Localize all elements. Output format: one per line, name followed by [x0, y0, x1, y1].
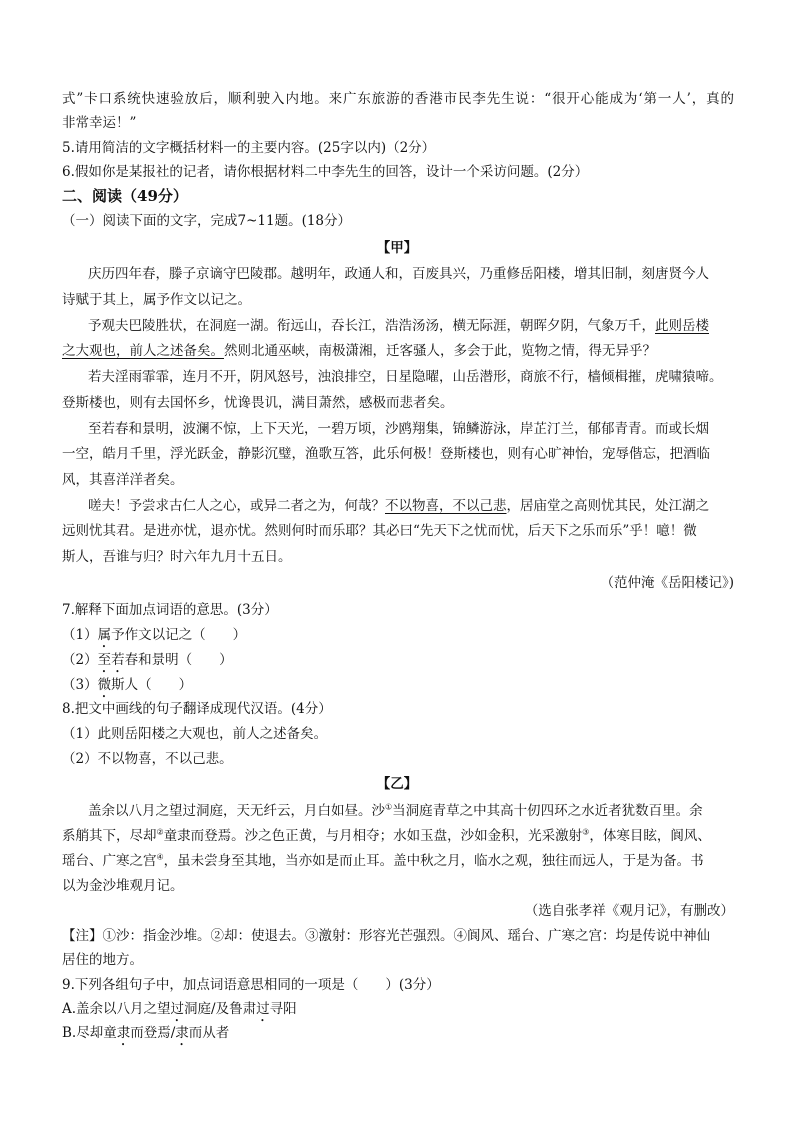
text-line: 非常幸运！” — [62, 115, 137, 131]
dotted-word: 属 — [97, 627, 112, 643]
question-5: 5.请用简洁的文字概括材料一的主要内容。(25字以内)（2分） — [62, 140, 436, 156]
item-number: （3） — [62, 677, 98, 693]
underlined-sentence: 不以物喜，不以己悲 — [385, 498, 507, 514]
plain-text: 予观夫巴陵胜状，在洞庭一湖。衔远山，吞长江，浩浩汤汤，横无际涯，朝晖夕阴，气象万千， — [88, 318, 655, 334]
plain-text: 嗟夫！予尝求古仁人之心，或异二者之为，何哉？ — [88, 498, 385, 514]
option-text: 寻阳 — [269, 1001, 297, 1017]
passage-line — [88, 800, 703, 822]
footnote-marker: ④ — [156, 852, 164, 862]
item-text: 予作文以记之（ ） — [111, 627, 247, 643]
question-6: 6.假如你是某报社的记者，请你根据材料二中李先生的回答，设计一个采访问题。(2分） — [62, 164, 589, 180]
question-7-item — [62, 649, 233, 676]
passage-line: 若夫淫雨霏霏，连月不开，阴风怒号，浊浪排空，日星隐曜，山岳潜形，商旅不行，樯倾楫摧，虎啸猿啼。 — [88, 369, 723, 385]
dotted-word: 过 — [256, 1001, 270, 1017]
plain-text: ，居庙堂之高则忧其民，处江湖之 — [506, 498, 709, 514]
passage-line: 一空，皓月千里，浮光跃金，静影沉璧，渔歌互答，此乐何极！登斯楼也，则有心旷神怡，宠辱偕忘，把酒临 — [62, 446, 710, 462]
item-number: （1） — [62, 627, 98, 643]
plain-text: 童隶而登焉。沙之色正黄，与月相夺；水如玉盘，沙如金积，光采激射 — [163, 828, 583, 844]
option-text: 洞庭/及鲁肃 — [184, 1001, 257, 1017]
passage-line: 登斯楼也，则有去国怀乡，忧谗畏讥，满目萧然，感极而悲者矣。 — [62, 395, 454, 411]
question-7-item — [62, 674, 192, 701]
item-text: 斯人（ ） — [111, 677, 193, 693]
underlined-sentence: 此则岳楼 — [655, 318, 709, 334]
passage-line — [88, 495, 709, 517]
passage-line: 诗赋于其上，属予作文以记之。 — [62, 292, 251, 308]
passage-source: （范仲淹《岳阳楼记》) — [600, 575, 734, 591]
passage-line: 斯人，吾谁与归？时六年九月十五日。 — [62, 549, 292, 565]
passage-source: （选自张孝祥《观月记》，有删改） — [524, 903, 734, 919]
question-9-option-a — [62, 998, 297, 1025]
dotted-word: 至若 — [97, 652, 125, 668]
passage-yi-title: 【乙】 — [376, 776, 418, 792]
question-8: 8.把文中画线的句子翻译成现代汉语。(4分） — [62, 701, 332, 717]
part-intro: （一）阅读下面的文字，完成7~11题。(18分） — [62, 213, 352, 229]
footnote-marker: ② — [156, 827, 164, 837]
passage-line — [62, 825, 711, 847]
plain-text: 系艄其下，尽却 — [62, 828, 157, 844]
option-text: 而从者 — [188, 1025, 230, 1041]
plain-text: ，虽未尝身至其地，当亦如是而止耳。盖中秋之月，临水之观，独往而远人，于是为备。书 — [163, 853, 704, 869]
question-7: 7.解释下面加点词语的意思。(3分） — [62, 602, 278, 618]
plain-text: 瑶台、广寒之宫 — [62, 853, 157, 869]
item-text: 春和景明（ ） — [124, 652, 233, 668]
footnote-marker: ③ — [582, 827, 590, 837]
plain-text: 盖余以八月之望过洞庭，天无纤云，月白如昼。沙 — [88, 803, 385, 819]
passage-line — [62, 850, 704, 872]
passage-line: 庆历四年春，滕子京谪守巴陵郡。越明年，政通人和，百废具兴，乃重修岳阳楼，增其旧制，刻唐贤今人 — [88, 266, 709, 282]
question-7-item — [62, 624, 246, 651]
plain-text: 当洞庭青草之中其高十仞四环之水近者犹数百里。余 — [392, 803, 703, 819]
dotted-word: 过 — [170, 1001, 185, 1017]
passage-line — [88, 315, 709, 337]
question-8-item: （1）此则岳阳楼之大观也，前人之述备矣。 — [62, 726, 328, 742]
section-heading: 二、阅读（49分） — [62, 187, 188, 205]
text-line: 式”卡口系统快速验放后，顺利驶入内地。来广东旅游的香港市民李先生说：“很开心能成为‘第一人’，真的 — [62, 91, 734, 107]
dotted-word: 隶 — [116, 1025, 131, 1041]
footnote-marker: ① — [385, 802, 393, 812]
question-8-item: （2）不以物喜，不以己悲。 — [62, 751, 233, 767]
passage-line: 风，其喜洋洋者矣。 — [62, 472, 184, 488]
dotted-word: 微 — [97, 677, 112, 693]
dotted-word: 隶 — [175, 1025, 189, 1041]
plain-text: ，体寒目眩，阆风、 — [589, 828, 711, 844]
item-number: （2） — [62, 652, 98, 668]
footnote: 【注】①沙：指金沙堆。②却：使退去。③激射：形容光芒强烈。④阆风、瑶台、广寒之宫：均是传说中神仙 — [62, 928, 710, 944]
underlined-sentence: 之大观也，前人之述备矣。 — [62, 343, 224, 359]
question-9: 9.下列各组句子中，加点词语意思相同的一项是（ ）(3分） — [62, 977, 440, 993]
passage-line: 远则忧其君。是进亦忧，退亦忧。然则何时而乐耶？其必曰“先天下之忧而忧，后天下之乐而乐”乎！噫！微 — [62, 523, 697, 539]
option-text: 而登焉/ — [130, 1025, 176, 1041]
passage-line: 至若春和景明，波澜不惊，上下天光，一碧万顷，沙鸥翔集，锦鳞游泳，岸芷汀兰，郁郁青青。而或长烟 — [88, 421, 709, 437]
option-text: A.盖余以八月之望 — [62, 1001, 171, 1017]
passage-line: 以为金沙堆观月记。 — [62, 878, 184, 894]
footnote: 居住的地方。 — [62, 952, 143, 968]
plain-text: 然则北通巫峡，南极潇湘，迁客骚人，多会于此，览物之情，得无异乎？ — [224, 343, 656, 359]
question-9-option-b — [62, 1022, 229, 1049]
passage-line — [62, 340, 656, 362]
passage-jia-title: 【甲】 — [376, 240, 418, 256]
option-text: B.尽却童 — [62, 1025, 117, 1041]
